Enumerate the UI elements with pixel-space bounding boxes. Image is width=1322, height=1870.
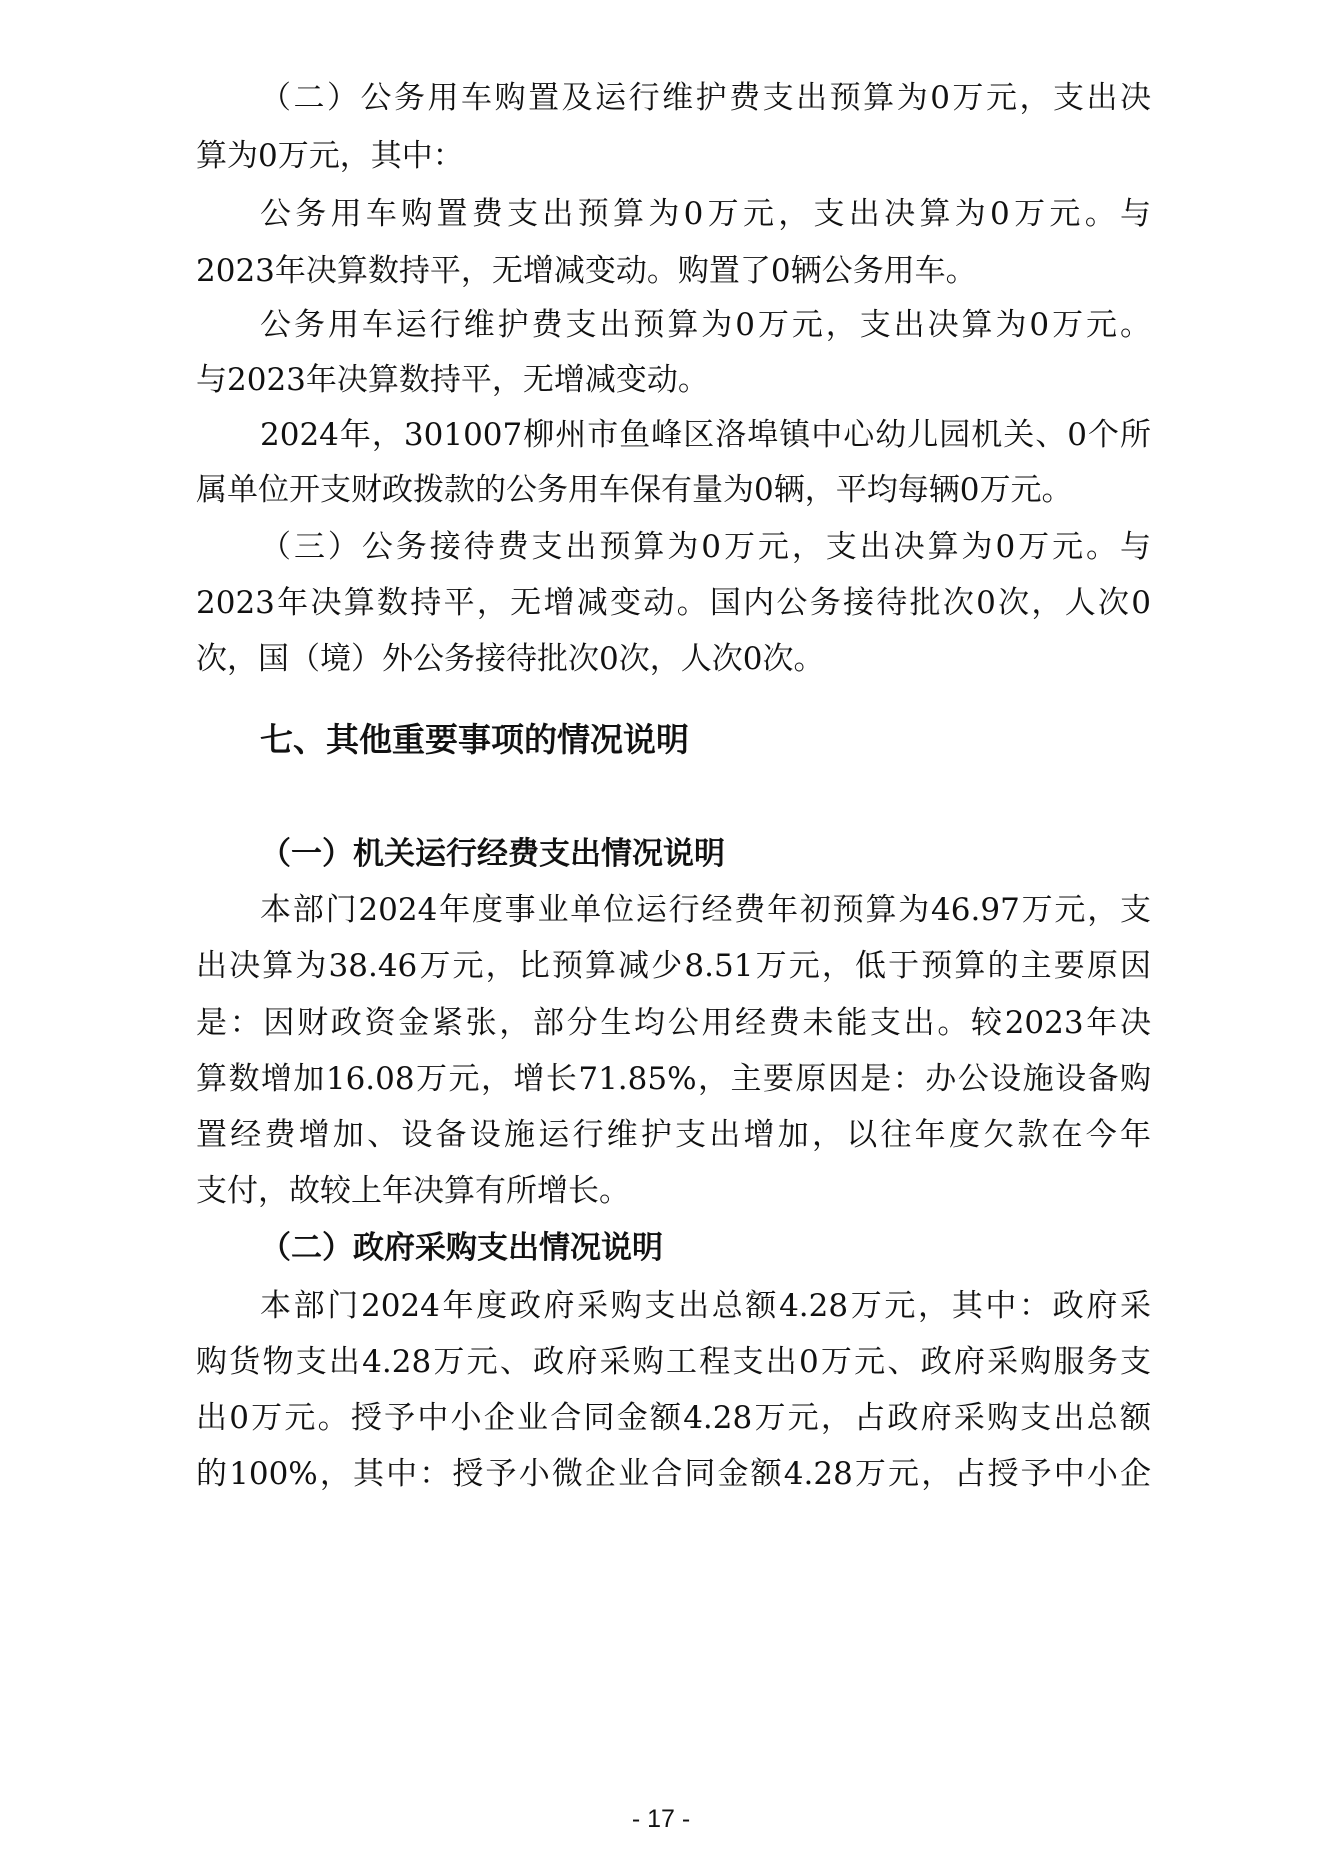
text-line: （二）公务用车购置及运行维护费支出预算为0万元，支出决 bbox=[260, 80, 1151, 116]
text-line: 的100%，其中：授予小微企业合同金额4.28万元，占授予中小企 bbox=[196, 1456, 1151, 1492]
text-line: 支付，故较上年决算有所增长。 bbox=[196, 1173, 630, 1209]
text-line: 本部门2024年度政府采购支出总额4.28万元，其中：政府采 bbox=[260, 1288, 1151, 1324]
text-line: 公务用车运行维护费支出预算为0万元，支出决算为0万元。 bbox=[260, 307, 1151, 343]
text-line: 与2023年决算数持平，无增减变动。 bbox=[196, 362, 709, 398]
section-heading: 七、其他重要事项的情况说明 bbox=[260, 720, 689, 759]
text-line: 购货物支出4.28万元、政府采购工程支出0万元、政府采购服务支 bbox=[196, 1344, 1151, 1380]
text-line: 本部门2024年度事业单位运行经费年初预算为46.97万元，支 bbox=[260, 892, 1151, 928]
text-line: 算为0万元，其中： bbox=[196, 138, 464, 174]
subsection-heading: （一）机关运行经费支出情况说明 bbox=[260, 836, 725, 872]
text-line: （三）公务接待费支出预算为0万元，支出决算为0万元。与 bbox=[260, 529, 1151, 565]
text-line: 出决算为38.46万元，比预算减少8.51万元，低于预算的主要原因 bbox=[196, 948, 1151, 984]
text-line: 算数增加16.08万元，增长71.85%，主要原因是：办公设施设备购 bbox=[196, 1061, 1151, 1097]
text-line: 出0万元。授予中小企业合同金额4.28万元，占政府采购支出总额 bbox=[196, 1400, 1151, 1436]
text-line: 次，国（境）外公务接待批次0次，人次0次。 bbox=[196, 641, 825, 677]
subsection-heading: （二）政府采购支出情况说明 bbox=[260, 1230, 663, 1266]
text-line: 置经费增加、设备设施运行维护支出增加，以往年度欠款在今年 bbox=[196, 1117, 1151, 1153]
text-line: 2023年决算数持平，无增减变动。国内公务接待批次0次，人次0 bbox=[196, 585, 1151, 621]
page-number: - 17 - bbox=[631, 1805, 691, 1833]
text-line: 是：因财政资金紧张，部分生均公用经费未能支出。较2023年决 bbox=[196, 1005, 1151, 1041]
text-line: 2023年决算数持平，无增减变动。购置了0辆公务用车。 bbox=[196, 253, 977, 289]
text-line: 属单位开支财政拨款的公务用车保有量为0辆，平均每辆0万元。 bbox=[196, 472, 1073, 508]
text-line: 2024年，301007柳州市鱼峰区洛埠镇中心幼儿园机关、0个所 bbox=[260, 417, 1151, 453]
text-line: 公务用车购置费支出预算为0万元，支出决算为0万元。与 bbox=[260, 196, 1151, 232]
